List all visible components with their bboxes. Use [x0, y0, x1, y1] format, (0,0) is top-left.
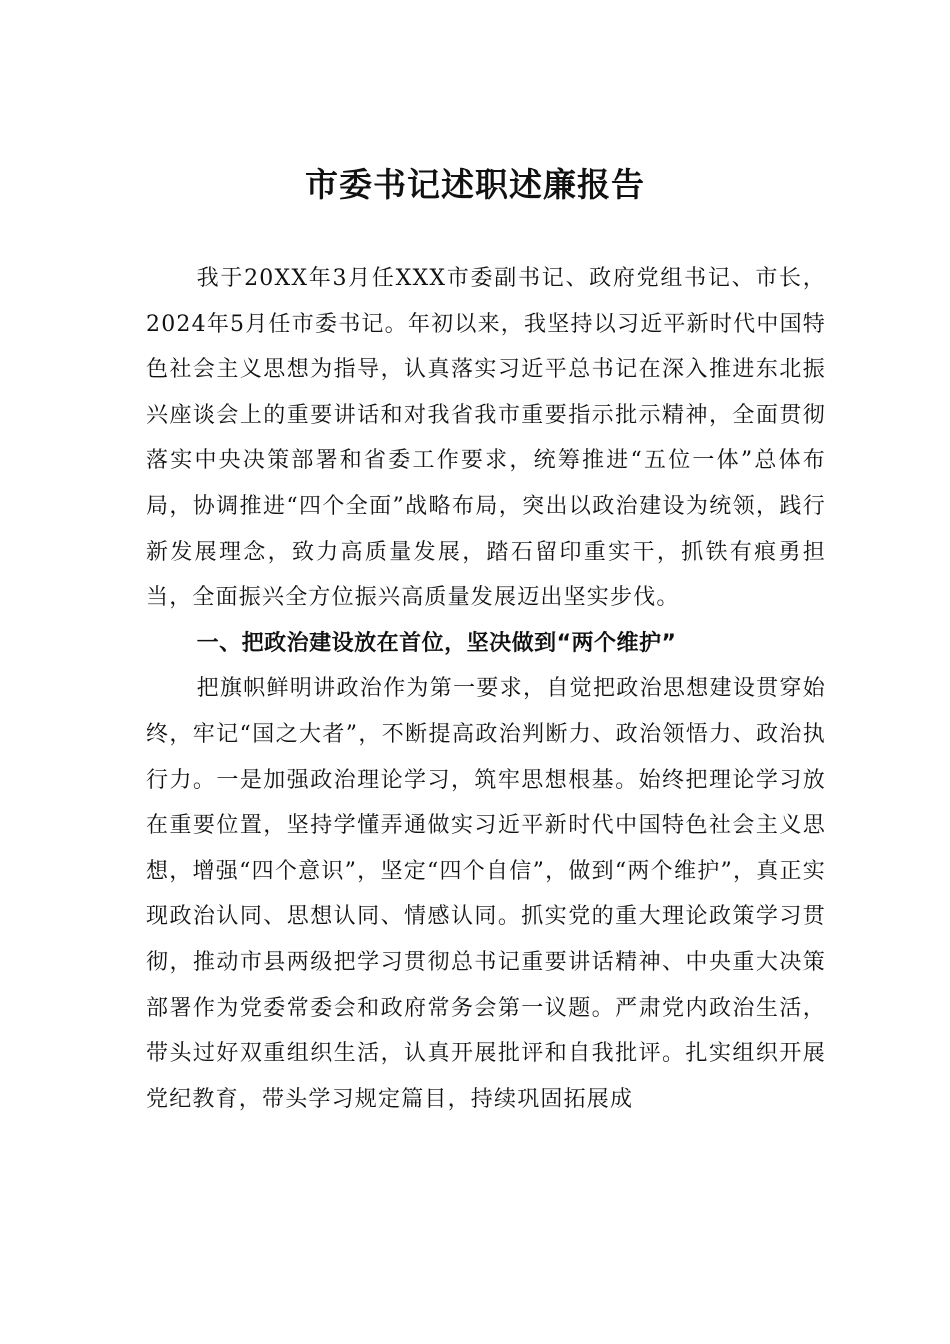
document-title: 市委书记述职述廉报告 — [305, 165, 645, 204]
intro-paragraph: 我于20XX年3月任XXX市委副书记、政府党组书记、市长，2024年5月任市委书记。年初以来，我坚持以习近平新时代中国特色社会主义思想为指导，认真落实习近平总书记在深入推进东北振兴座谈会上的重要讲话和对我省我市重要指示批示精神，全面贯彻落实中央决策部署和省委工作要求，统筹推进“五位一体”总体布局，协调推进“四个全面”战略布局，突出以政治建设为统领，践行新发展理念，致力高质量发展，踏石留印重实干，抓铁有痕勇担当，全面振兴全方位振兴高质量发展迈出坚实步伐。 — [146, 266, 826, 611]
section-paragraph: 把旗帜鲜明讲政治作为第一要求，自觉把政治思想建设贯穿始终，牢记“国之大者”，不断提高政治判断力、政治领悟力、政治执行力。一是加强政治理论学习，筑牢思想根基。始终把理论学习放在重要位置，坚持学懂弄通做实习近平新时代中国特色社会主义思想，增强“四个意识”，坚定“四个自信”，做到“两个维护”，真正实现政治认同、思想认同、情感认同。抓实党的重大理论政策学习贯彻，推动市县两级把学习贯彻总书记重要讲话精神、中央重大决策部署作为党委常委会和政府常务会第一议题。严肃党内政治生活，带头过好双重组织生活，认真开展批评和自我批评。扎实组织开展党纪教育，带头学习规定篇目，持续巩固拓展成 — [146, 676, 826, 1112]
section-heading: 一、把政治建设放在首位，坚决做到“两个维护” — [196, 630, 677, 656]
document-body — [146, 256, 826, 1122]
